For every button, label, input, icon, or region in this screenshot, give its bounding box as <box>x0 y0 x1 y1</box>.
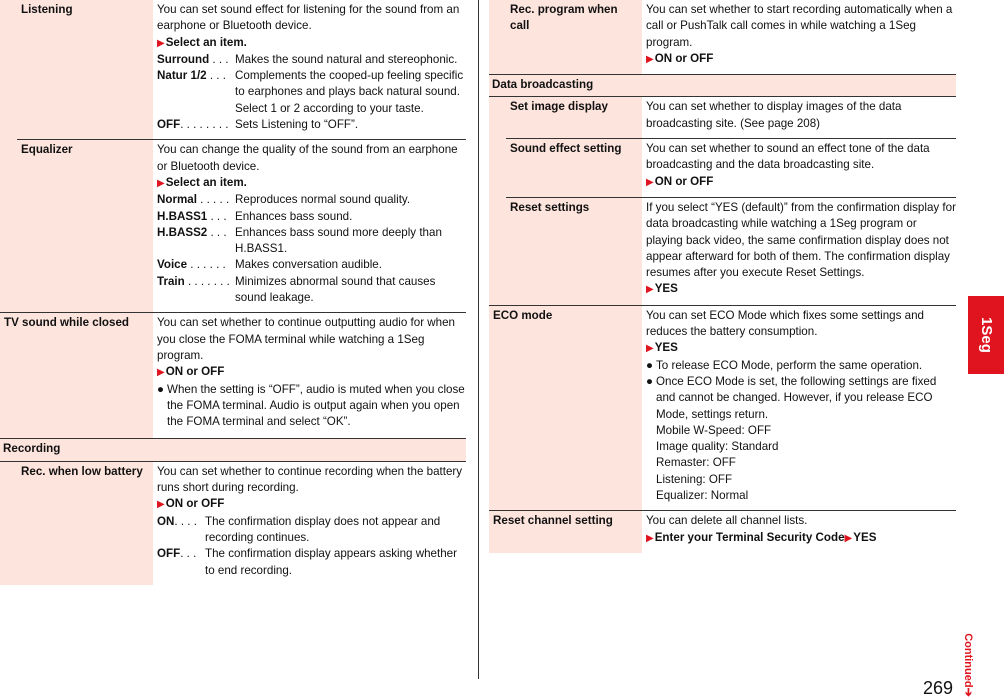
equalizer-row <box>0 140 466 313</box>
tv-sound-text: You can set whether to continue outputting audio for when you close the FOMA terminal while watching a 1Seg program. <box>157 316 456 362</box>
reset-channel-step-2: YES <box>853 530 877 544</box>
option-row: ON. . . . The confirmation display does not appear and recording continues. <box>157 514 441 544</box>
reset-settings-label: Reset settings <box>506 197 642 305</box>
option-row: H.BASS1 . . . Enhances bass sound. <box>157 209 353 223</box>
low-battery-step: ON or OFF <box>165 497 225 511</box>
reset-channel-text: You can delete all channel lists. <box>646 514 808 528</box>
listening-text: You can set sound effect for listening for the sound from an earphone or Bluetooth device. <box>157 3 460 33</box>
tv-sound-step: ON or OFF <box>165 365 225 379</box>
eco-note-1: To release ECO Mode, perform the same operation. <box>656 358 923 372</box>
bullet-icon: ● <box>157 382 165 396</box>
sound-effect-step: ON or OFF <box>654 174 714 188</box>
sound-effect-row <box>489 139 956 198</box>
rec-program-row <box>489 0 956 75</box>
bullet-icon: ● <box>646 358 654 372</box>
low-battery-label: Rec. when low battery <box>17 461 153 585</box>
triangle-right-icon: ▶ <box>646 532 654 544</box>
triangle-right-icon: ▶ <box>646 284 654 296</box>
arrow-right-icon: ➔ <box>962 687 975 697</box>
data-broadcasting-section-row <box>489 75 956 97</box>
triangle-right-icon: ▶ <box>844 532 853 544</box>
triangle-right-icon: ▶ <box>646 53 654 65</box>
option-row: Voice . . . . . . Makes conversation audible. <box>157 258 382 272</box>
option-row: Normal . . . . . Reproduces normal sound quality. <box>157 193 411 207</box>
reset-channel-row <box>489 511 956 553</box>
eco-mode-row <box>489 305 956 511</box>
triangle-right-icon: ▶ <box>157 37 165 49</box>
tv-sound-label: TV sound while closed <box>0 313 153 439</box>
low-battery-text: You can set whether to continue recording when the battery runs short during recording. <box>157 464 463 495</box>
set-image-row <box>489 97 956 139</box>
option-row: OFF. . . . . . . . Sets Listening to “OFF”. <box>157 118 359 132</box>
sound-effect-label: Sound effect setting <box>506 139 642 198</box>
triangle-right-icon: ▶ <box>157 499 165 511</box>
eco-mode-label: ECO mode <box>489 305 642 511</box>
equalizer-label: Equalizer <box>17 140 153 313</box>
rec-program-label: Rec. program when call <box>506 0 642 75</box>
bullet-icon: ● <box>646 374 654 388</box>
triangle-right-icon: ▶ <box>646 343 654 355</box>
eco-fixed-item: Remaster: OFF <box>656 456 736 470</box>
recording-section-row <box>0 439 466 461</box>
rec-program-text: You can set whether to start recording automatically when a call or PushTalk call comes in while watching a 1Seg program. <box>646 3 953 49</box>
option-row: Train . . . . . . . Minimizes abnormal sound that causes sound leakage. <box>157 274 436 305</box>
reset-channel-step-1: Enter your Terminal Security Code <box>654 530 845 544</box>
listening-label: Listening <box>17 0 153 140</box>
listening-step: Select an item. <box>165 35 247 49</box>
eco-fixed-item: Listening: OFF <box>656 472 733 486</box>
triangle-right-icon: ▶ <box>157 367 165 379</box>
option-row: Surround . . . Makes the sound natural and stereophonic. <box>157 52 458 66</box>
right-column <box>489 0 956 553</box>
listening-row <box>0 0 466 140</box>
tv-sound-row <box>0 313 466 439</box>
recording-title: Recording <box>0 439 466 461</box>
eco-mode-step: YES <box>654 341 678 355</box>
reset-settings-row <box>489 197 956 305</box>
eco-fixed-item: Image quality: Standard <box>656 440 779 454</box>
sound-effect-text: You can set whether to sound an effect tone of the data broadcasting and the data broadcasting site. <box>646 142 930 172</box>
equalizer-step: Select an item. <box>165 175 247 189</box>
left-column <box>0 0 466 585</box>
set-image-text: You can set whether to display images of the data broadcasting site. (See page 208) <box>646 100 902 130</box>
continued-label: Continued➔ <box>962 633 975 697</box>
reset-channel-label: Reset channel setting <box>489 511 642 553</box>
option-row: Natur 1/2 . . . Complements the cooped-up feeling specific to earphones and plays back natural sound. Select 1 or 2 according to your taste. <box>157 69 464 115</box>
reset-settings-step: YES <box>654 282 678 296</box>
equalizer-text: You can change the quality of the sound from an earphone or Bluetooth device. <box>157 143 458 173</box>
eco-fixed-item: Equalizer: Normal <box>656 489 749 503</box>
low-battery-row <box>0 461 466 585</box>
triangle-right-icon: ▶ <box>157 177 165 189</box>
set-image-label: Set image display <box>506 97 642 139</box>
data-broadcasting-title: Data broadcasting <box>489 75 956 97</box>
eco-mode-text: You can set ECO Mode which fixes some settings and reduces the battery consumption. <box>646 308 924 339</box>
tv-sound-note: When the setting is “OFF”, audio is muted when you close the FOMA terminal. Audio is output again when you open the FOMA terminal and select “OK”. <box>167 382 465 429</box>
option-row: H.BASS2 . . . Enhances bass sound more deeply than H.BASS1. <box>157 225 442 256</box>
column-divider <box>478 0 479 679</box>
chapter-tab-label: 1Seg <box>978 317 996 353</box>
eco-note-2: Once ECO Mode is set, the following settings are fixed and cannot be changed. However, if you release ECO Mode, settings return. <box>656 374 937 421</box>
rec-program-step: ON or OFF <box>654 51 714 65</box>
reset-settings-text: If you select “YES (default)” from the confirmation display for data broadcasting while watching a 1Seg program or playing back video, the same confirmation display does not appear afterward for both of them. The confirmation display resumes after you execute Reset Settings. <box>646 200 956 280</box>
option-row: OFF. . . The confirmation display appears asking whether to end recording. <box>157 547 457 577</box>
eco-fixed-item: Mobile W-Speed: OFF <box>656 423 772 437</box>
page-number: 269 <box>923 678 954 698</box>
triangle-right-icon: ▶ <box>646 176 654 188</box>
